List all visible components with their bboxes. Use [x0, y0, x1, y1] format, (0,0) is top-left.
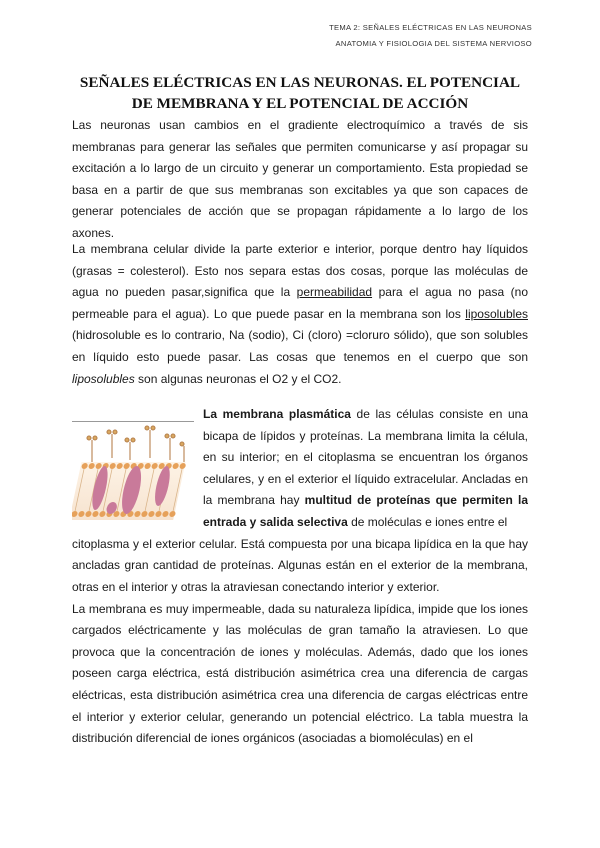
text-run: de moléculas e iones entre el	[347, 514, 508, 529]
term-liposolubles: liposolubles	[465, 306, 528, 321]
text-run: son algunas neuronas el O2 y el CO2.	[134, 371, 342, 386]
term-liposolubles-italic: liposolubles	[72, 371, 135, 386]
text-run: La membrana celular divide la parte exterior e interior, porque dentro hay líquidos (grasas = colesterol). Esto nos separa estas dos cosas, porque las moléculas de agua no pueden pasar,significa que la	[72, 242, 528, 300]
paragraph-impermeability: La membrana es muy impermeable, dada su naturaleza lipídica, impide que los iones cargados eléctricamente y las moléculas de gran tamaño la atraviesen. Lo que provoca que la concentración de iones y moléculas. Además, dado que los iones poseen carga eléctrica, está distribución asimétrica crea una diferencia de cargas eléctricas, esta distribución asimétrica crea una diferencia de cargas eléctricas entre el interior y exterior celular, generando un potencial eléctrico. La tabla muestra la distribución diferencial de iones orgánicos (asociadas a biomoléculas) en el	[72, 601, 528, 746]
text-run: (hidrosoluble es lo contrario, Na (sodio), Ci (cloro) =cloruro sólido), que son solubles en líquido esto puede pasar. Las cosas que tenemos en el cuerpo que son	[72, 328, 528, 364]
paragraph-plasma-membrane	[203, 404, 528, 534]
header-topic: TEMA 2: SEÑALES ELÉCTRICAS EN LAS NEURONAS	[329, 23, 532, 32]
term-permeabilidad: permeabilidad	[296, 285, 373, 300]
paragraph-membrane-permeability	[72, 239, 528, 390]
term-membrana-plasmatica: La membrana plasmática	[203, 407, 351, 421]
text-run: para el agua no pasa (no permeable para el agua). Lo que puede pasar en la membrana son los	[72, 285, 528, 321]
cell-membrane-illustration	[72, 422, 194, 540]
header-subject: ANATOMIA Y FISIOLOGIA DEL SISTEMA NERVIOSO	[335, 39, 532, 48]
text-run: de las células consiste en una bicapa de lípidos y proteínas. La membrana limita la célula, en su interior; en el citoplasma se encuentran los órganos celulares, y en el exterior el líquido extracelular. Ancladas en la membrana hay	[203, 407, 528, 508]
paragraph-plasma-membrane-continuation: citoplasma y el exterior celular. Está compuesta por una bicapa lipídica en la que hay ancladas gran cantidad de proteínas. Algunas están en el exterior de la membrana, otras en el interior y otras la atraviesan conectando interior y exterior.	[72, 536, 528, 594]
document-title: SEÑALES ELÉCTRICAS EN LAS NEURONAS. EL POTENCIAL DE MEMBRANA Y EL POTENCIAL DE ACCIÓN	[79, 74, 521, 112]
term-proteinas-selectivas: multitud de proteínas que permiten la entrada y salida selectiva	[203, 493, 528, 529]
page-header	[329, 20, 532, 52]
paragraph-intro: Las neuronas usan cambios en el gradiente electroquímico a través de sis membranas para generar las señales que permiten comunicarse y así propagar su excitación a lo largo de un circuito y generar un comportamiento. Esta propiedad se basa en a partir de que sus membranas son excitables ya que son capaces de generar potenciales de acción que se propagan rápidamente a lo largo de los axones.	[72, 118, 528, 240]
